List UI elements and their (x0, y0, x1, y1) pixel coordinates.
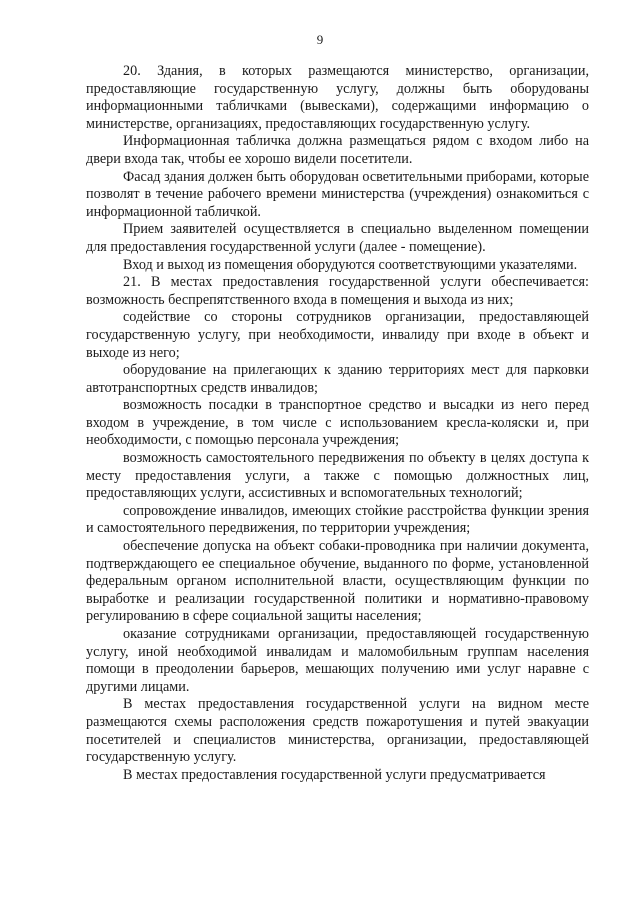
page-number: 9 (316, 32, 324, 47)
paragraph-guide-dog: обеспечение допуска на объект собаки-проводника при наличии документа, подтверждающего ее специальное обучение, выданного по форме, установленной федеральным органом исполнительной власти, осуществляющим функции по выработке и реализации государственной политики и нормативно-правовому регулированию в сфере социальной защиты населения; (86, 538, 589, 625)
document-body (86, 63, 589, 784)
paragraph-barrier-help: оказание сотрудниками организации, предоставляющей государственную услугу, иной необходимой инвалидам и маломобильным группам населения помощи в преодолении барьеров, мешающих получению ими услуг наравне с другими лицами. (86, 626, 589, 695)
paragraph-facade-lighting: Фасад здания должен быть оборудован осветительными приборами, которые позволят в течение рабочего времени министерства (учреждения) ознакомиться с информационной табличкой. (86, 168, 589, 220)
paragraph-staff-assistance: содействие со стороны сотрудников организации, предоставляющей государственную услугу, при необходимости, инвалиду при входе в объект и выходе из него; (86, 309, 589, 361)
paragraph-20-buildings: 20. Здания, в которых размещаются министерство, организации, предоставляющие государственную услугу, должны быть оборудованы информационными табличками (вывесками), содержащими информацию о министерстве, организациях, предоставляющих государственную услугу. (86, 63, 589, 132)
paragraph-independent-movement: возможность самостоятельного передвижения по объекту в целях доступа к месту предоставления услуги, а также с помощью должностных лиц, предоставляющих услуги, ассистивных и вспомогательных технологий; (86, 450, 589, 502)
paragraph-info-plate: Информационная табличка должна размещаться рядом с входом либо на двери входа так, чтобы ее хорошо видели посетители. (86, 133, 589, 167)
paragraph-escort: сопровождение инвалидов, имеющих стойкие расстройства функции зрения и самостоятельного передвижения, по территории учреждения; (86, 502, 589, 537)
paragraph-fire-schemes: В местах предоставления государственной услуги на видном месте размещаются схемы расположения средств пожаротушения и путей эвакуации посетителей и специалистов министерства, организации, предоставляющей государственную услугу. (86, 696, 589, 766)
paragraph-transport-boarding: возможность посадки в транспортное средство и высадки из него перед входом в учреждение, в том числе с использованием кресла-коляски и, при необходимости, с помощью персонала учреждения; (86, 397, 589, 449)
paragraph-entrance-signs: Вход и выход из помещения оборудуются соответствующими указателями. (123, 256, 578, 273)
paragraph-reception-room: Прием заявителей осуществляется в специально выделенном помещении для предоставления государственной услуги (далее - помещение). (86, 221, 589, 255)
paragraph-continued: В местах предоставления государственной услуги предусматривается (123, 766, 546, 783)
paragraph-parking: оборудование на прилегающих к зданию территориях мест для парковки автотранспортных средств инвалидов; (86, 362, 589, 396)
paragraph-21-accessibility: 21. В местах предоставления государственной услуги обеспечивается: возможность беспрепятственного входа в помещения и выхода из них; (86, 274, 589, 308)
